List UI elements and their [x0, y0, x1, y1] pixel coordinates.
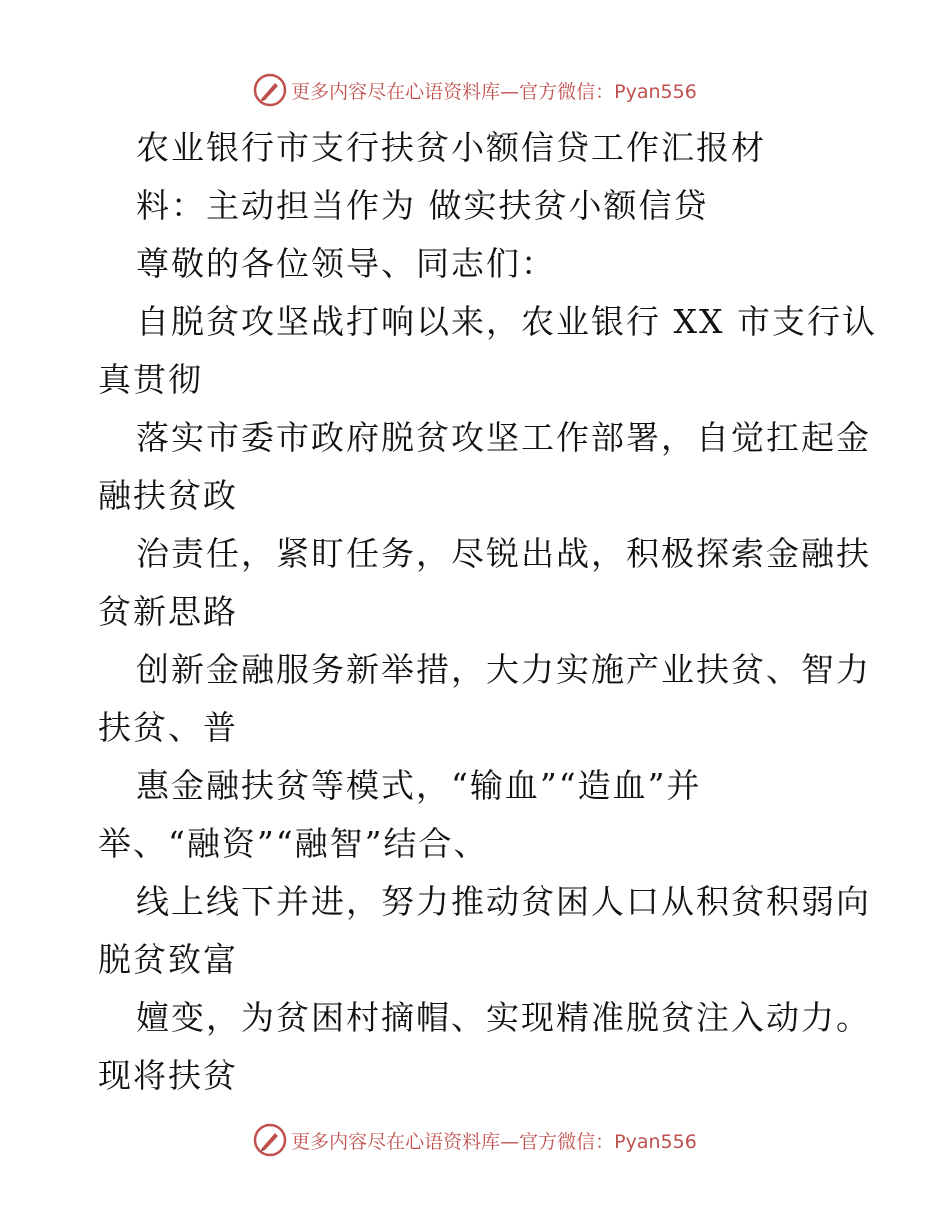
- doc-line: 农业银行市支行扶贫小额信贷工作汇报材: [136, 128, 766, 167]
- header-banner: [0, 70, 950, 110]
- banner-wechat: 官方微信：Pyan556: [519, 80, 697, 103]
- doc-line: 落实市委市政府脱贫攻坚工作部署，自觉扛起金: [136, 418, 871, 457]
- doc-line: 自脱贫攻坚战打响以来，农业银行 XX 市支行认: [136, 302, 877, 341]
- doc-line: 线上线下并进，努力推动贫困人口从积贫积弱向: [136, 882, 871, 921]
- banner-wechat: 官方微信：Pyan556: [519, 1130, 697, 1153]
- doc-line: 举、“融资”“融智”结合、: [98, 824, 489, 863]
- footer-banner: [0, 1120, 950, 1160]
- doc-line: 现将扶贫: [98, 1056, 238, 1095]
- doc-line: 尊敬的各位领导、同志们：: [136, 244, 556, 283]
- banner-text: 更多内容尽在心语资料库—: [291, 1130, 520, 1153]
- doc-line: 贫新思路: [98, 592, 238, 631]
- doc-line: 惠金融扶贫等模式，“输血”“造血”并: [136, 766, 702, 805]
- banner-text: 更多内容尽在心语资料库—: [291, 80, 520, 103]
- doc-line: 治责任，紧盯任务，尽锐出战，积极探索金融扶: [136, 534, 871, 573]
- doc-line: 创新金融服务新举措，大力实施产业扶贫、智力: [136, 650, 871, 689]
- doc-line: 扶贫、普: [98, 708, 238, 747]
- pen-logo-icon: [253, 1123, 287, 1157]
- doc-line: 脱贫致富: [98, 940, 238, 979]
- doc-line: 融扶贫政: [98, 476, 238, 515]
- doc-line: 嬗变，为贫困村摘帽、实现精准脱贫注入动力。: [136, 998, 871, 1037]
- doc-line: 料：主动担当作为 做实扶贫小额信贷: [136, 186, 709, 225]
- doc-line: 真贯彻: [98, 360, 203, 399]
- pen-logo-icon: [253, 73, 287, 107]
